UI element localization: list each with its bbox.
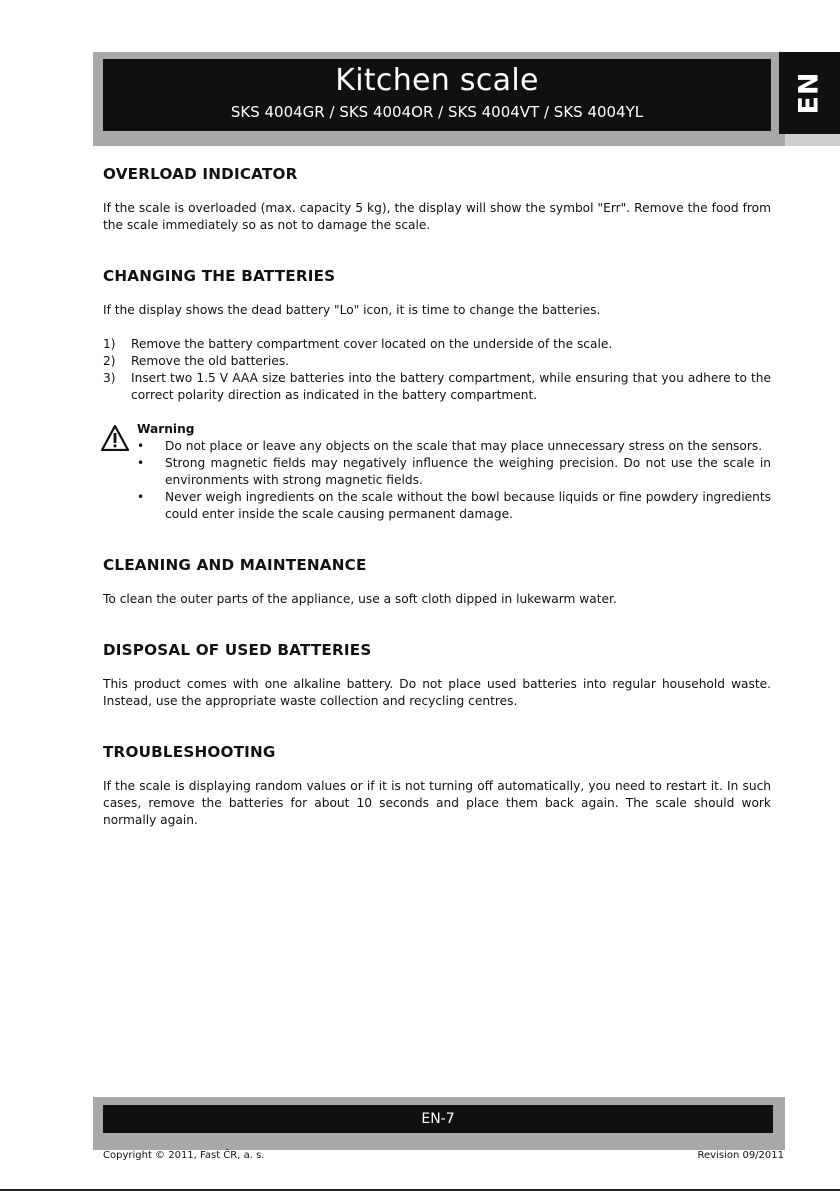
section-batteries bbox=[103, 268, 771, 523]
list-item bbox=[137, 438, 771, 455]
warning-text: Do not place or leave any objects on the scale that may place unnecessary stress on the sensors. bbox=[165, 439, 763, 453]
section-cleaning bbox=[103, 557, 771, 608]
section-disposal bbox=[103, 642, 771, 710]
model-numbers: SKS 4004GR / SKS 4004OR / SKS 4004VT / SKS 4004YL bbox=[230, 103, 644, 121]
battery-steps-list bbox=[103, 336, 771, 404]
header-banner bbox=[103, 59, 771, 131]
section-heading: TROUBLESHOOTING bbox=[103, 743, 276, 761]
section-text: This product comes with one alkaline battery. Do not place used batteries into regular household waste. Instead, use the appropriate waste collection and recycling centres. bbox=[103, 677, 771, 708]
header-frame-accent bbox=[785, 134, 840, 146]
document-body bbox=[103, 166, 771, 863]
list-item bbox=[103, 370, 771, 404]
step-text: Remove the old batteries. bbox=[131, 354, 290, 368]
warning-list bbox=[137, 438, 771, 523]
step-number: 3) bbox=[103, 371, 116, 385]
section-heading: CLEANING AND MAINTENANCE bbox=[103, 556, 367, 574]
warning-triangle-icon bbox=[101, 425, 129, 451]
section-text: If the scale is displaying random values or if it is not turning off automatically, you need to restart it. In such cases, remove the batteries for about 10 seconds and place them back again. The scale should work normally again. bbox=[103, 779, 771, 827]
warning-text: Never weigh ingredients on the scale without the bowl because liquids or fine powdery ingredients could enter inside the scale causing permanent damage. bbox=[165, 490, 771, 521]
page-number: EN-7 bbox=[421, 1111, 455, 1127]
step-text: Insert two 1.5 V AAA size batteries into the battery compartment, while ensuring that you adhere to the correct polarity direction as indicated in the battery compartment. bbox=[131, 371, 771, 402]
footer-banner bbox=[103, 1105, 773, 1133]
list-item bbox=[137, 489, 771, 523]
section-heading: CHANGING THE BATTERIES bbox=[103, 267, 336, 285]
language-tab-label: EN bbox=[793, 71, 825, 115]
step-number: 1) bbox=[103, 337, 116, 351]
step-text: Remove the battery compartment cover located on the underside of the scale. bbox=[131, 337, 613, 351]
section-troubleshooting bbox=[103, 744, 771, 829]
copyright-text: Copyright © 2011, Fast ČR, a. s. bbox=[103, 1150, 265, 1161]
bullet: • bbox=[137, 456, 145, 470]
bullet: • bbox=[137, 439, 145, 453]
revision-text: Revision 09/2011 bbox=[697, 1150, 784, 1161]
section-intro: If the display shows the dead battery "Lo" icon, it is time to change the batteries. bbox=[103, 303, 601, 317]
warning-title: Warning bbox=[137, 422, 195, 436]
list-item bbox=[137, 455, 771, 489]
section-text: If the scale is overloaded (max. capacity 5 kg), the display will show the symbol "Err". Remove the food from the scale immediately so as not to damage the scale. bbox=[103, 201, 771, 232]
section-heading: DISPOSAL OF USED BATTERIES bbox=[103, 641, 372, 659]
list-item bbox=[103, 353, 771, 370]
section-heading: OVERLOAD INDICATOR bbox=[103, 165, 298, 183]
section-overload bbox=[103, 166, 771, 234]
bullet: • bbox=[137, 490, 145, 504]
warning-text: Strong magnetic fields may negatively influence the weighing precision. Do not use the scale in environments with strong magnetic fields. bbox=[165, 456, 771, 487]
warning-block bbox=[103, 421, 771, 523]
section-text: To clean the outer parts of the appliance, use a soft cloth dipped in lukewarm water. bbox=[103, 592, 617, 606]
step-number: 2) bbox=[103, 354, 116, 368]
language-tab bbox=[779, 52, 840, 134]
document-title: Kitchen scale bbox=[335, 63, 539, 98]
list-item bbox=[103, 336, 771, 353]
